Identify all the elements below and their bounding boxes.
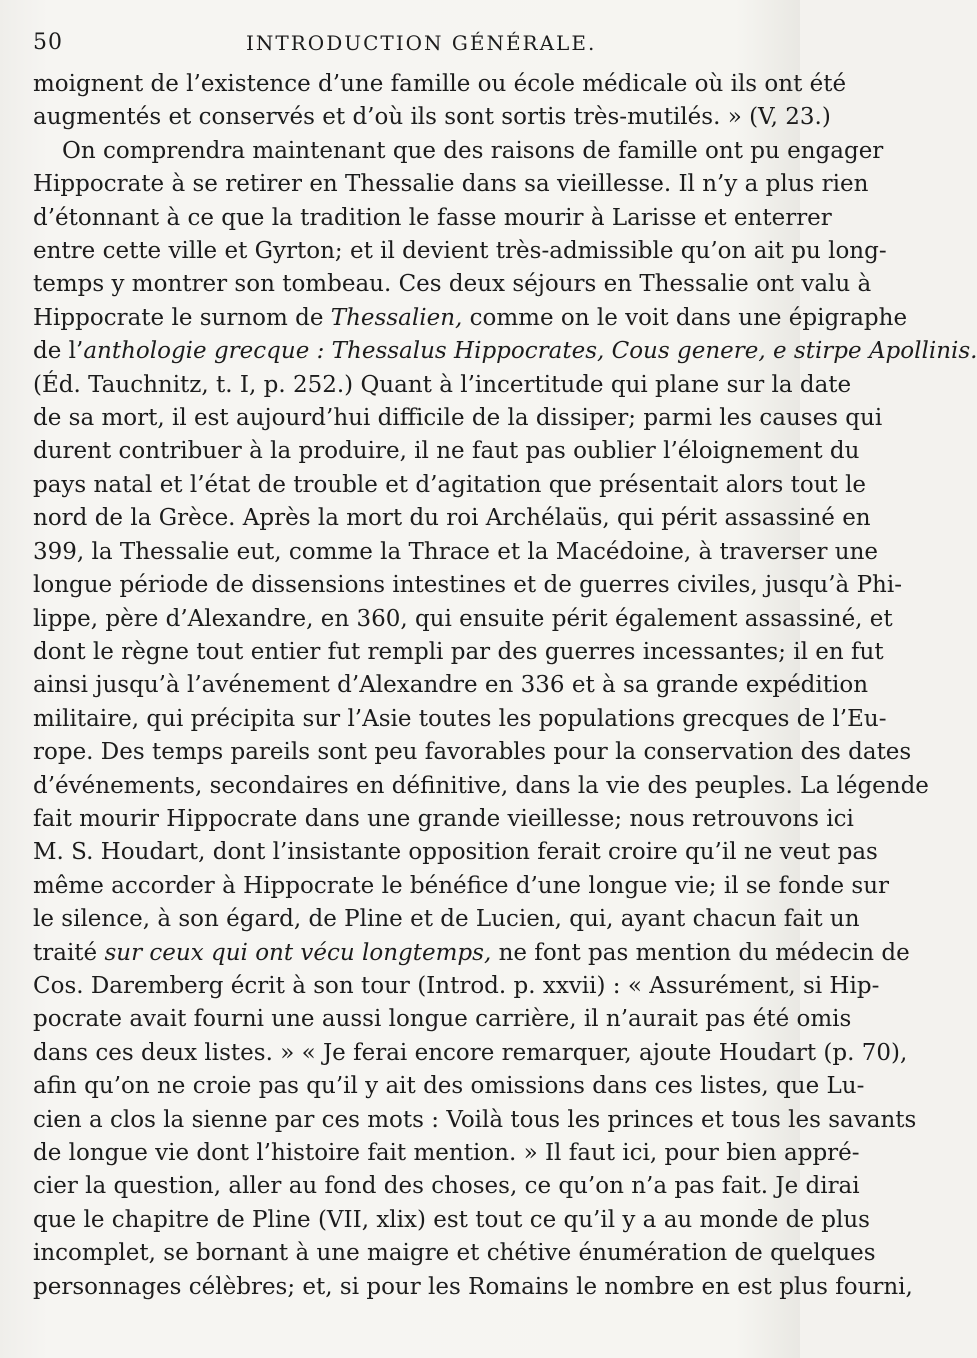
text-line [33,536,879,569]
text-segment: traité [33,939,105,966]
text-line [33,168,869,201]
text-segment: (Éd. Tauchnitz, t. I, p. 252.) Quant à l’incertitude qui plane sur la date [33,371,852,398]
text-segment: cier la question, aller au fond des choses, ce qu’on n’a pas fait. Je dirai [33,1173,860,1200]
text-line [33,603,893,636]
text-segment: d’étonnant à ce que la tradition le fasse mourir à Larisse et enterrer [33,204,832,231]
text-segment: militaire, qui précipita sur l’Asie toutes les populations grecques de l’Eu- [33,705,887,732]
text-segment: On comprendra maintenant que des raisons de famille ont pu engager [62,137,884,164]
text-line [33,235,887,268]
text-line [33,1037,908,1070]
text-line [33,335,977,368]
text-line [33,1204,870,1237]
text-line [33,68,847,101]
text-line [33,803,854,836]
text-line [33,569,902,602]
text-segment: lippe, père d’Alexandre, en 360, qui ensuite périt également assassiné, et [33,605,893,632]
text-line [33,903,860,936]
text-segment: de longue vie dont l’histoire fait mention. » Il faut ici, pour bien appré- [33,1140,860,1166]
italic-text: sur ceux qui ont vécu longtemps, [104,939,492,966]
text-line [33,1170,860,1203]
body-text [33,68,977,1304]
text-segment: Cos. Daremberg écrit à son tour (Introd. p. xxvii) : « Assurément, si Hip- [33,972,880,999]
text-segment: que le chapitre de Pline (VII, xlix) est tout ce qu’il y a au monde de plus [33,1206,870,1233]
text-line [33,1003,852,1036]
text-segment: personnages célèbres; et, si pour les Romains le nombre en est plus fourni, [33,1273,913,1300]
text-segment: augmentés et conservés et d’où ils sont sortis très-mutilés. » (V, 23.) [33,104,831,131]
text-line [33,703,887,736]
running-head: INTRODUCTION GÉNÉRALE. [246,31,597,55]
text-segment: de sa mort, il est aujourd’hui difficile de la dissiper; parmi les causes qui [33,405,883,432]
text-line [33,101,831,134]
text-line [33,1070,865,1103]
page-number: 50 [33,30,63,55]
text-line [33,736,912,769]
text-segment: Hippocrate le surnom de [33,304,331,331]
text-line [33,268,872,301]
text-segment: pocrate avait fourni une aussi longue carrière, il n’aurait pas été omis [33,1006,852,1033]
text-segment: rope. Des temps pareils sont peu favorables pour la conservation des dates [33,739,912,766]
text-line [33,1271,913,1304]
text-line [33,870,890,903]
text-line [33,1237,876,1270]
text-segment: pays natal et l’état de trouble et d’agitation que présentait alors tout le [33,471,867,498]
text-segment: Hippocrate à se retirer en Thessalie dans sa vieillesse. Il n’y a plus rien [33,171,869,198]
text-segment: ne font pas mention du médecin de [491,939,910,966]
text-segment: M. S. Houdart, dont l’insistante opposition ferait croire qu’il ne veut pas [33,839,878,866]
text-segment: nord de la Grèce. Après la mort du roi Archélaüs, qui périt assassiné en [33,505,871,532]
text-segment: cien a clos la sienne par ces mots : Voilà tous les princes et tous les savants [33,1106,917,1133]
text-line [33,669,869,702]
text-line [33,202,832,235]
text-line [33,770,929,803]
text-line [33,1104,917,1137]
text-segment: le silence, à son égard, de Pline et de Lucien, qui, ayant chacun fait un [33,906,860,933]
text-segment: dans ces deux listes. » « Je ferai encore remarquer, ajoute Houdart (p. 70), [33,1039,908,1066]
text-segment: durent contribuer à la produire, il ne faut pas oublier l’éloignement du [33,438,860,465]
text-segment: incomplet, se bornant à une maigre et chétive énumération de quelques [33,1240,876,1267]
page-header [33,30,780,60]
text-segment: d’événements, secondaires en définitive, dans la vie des peuples. La légende [33,772,929,799]
text-line [33,937,910,970]
italic-text: anthologie grecque : Thessalus Hippocrates, Cous genere, e stirpe Apollinis. [83,338,977,365]
text-segment: afin qu’on ne croie pas qu’il y ait des omissions dans ces listes, que Lu- [33,1073,865,1100]
text-segment: comme on le voit dans une épigraphe [462,304,908,331]
text-segment: même accorder à Hippocrate le bénéfice d’une longue vie; il se fonde sur [33,872,890,899]
text-line [33,502,871,535]
text-segment: moignent de l’existence d’une famille ou école médicale où ils ont été [33,71,847,97]
text-line [33,469,867,502]
text-segment: longue période de dissensions intestines et de guerres civiles, jusqu’à Phi- [33,572,902,599]
text-segment: ainsi jusqu’à l’avénement d’Alexandre en 336 et à sa grande expédition [33,672,869,699]
text-line [33,836,878,869]
text-segment: entre cette ville et Gyrton; et il devient très-admissible qu’on ait pu long- [33,238,887,265]
text-line [33,1137,860,1170]
text-line [33,302,908,335]
italic-text: Thessalien, [330,304,463,331]
text-line [33,970,880,1003]
text-line [33,402,883,435]
text-segment: temps y montrer son tombeau. Ces deux séjours en Thessalie ont valu à [33,271,872,298]
text-segment: dont le règne tout entier fut rempli par des guerres incessantes; il en fut [33,638,884,665]
text-line [33,135,884,168]
text-segment: 399, la Thessalie eut, comme la Thrace et la Macédoine, à traverser une [33,538,879,565]
text-segment: de l’ [33,338,84,365]
text-segment: fait mourir Hippocrate dans une grande vieillesse; nous retrouvons ici [33,805,854,832]
text-line [33,435,860,468]
text-line [33,369,852,402]
text-line [33,636,884,669]
